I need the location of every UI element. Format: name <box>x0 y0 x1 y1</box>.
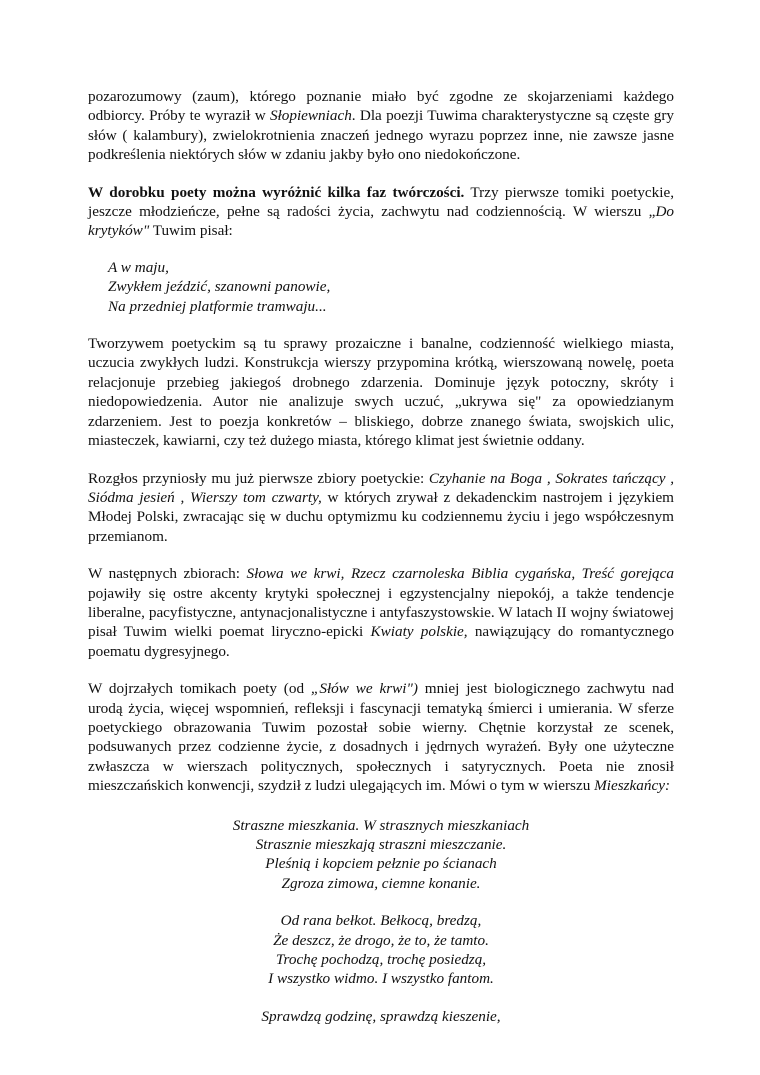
paragraph-next-collections <box>88 564 674 661</box>
paragraph-material: Tworzywem poetyckim są tu sprawy prozaiczne i banalne, codzienność wielkiego miasta, uczucia zwykłych ludzi. Konstrukcja wierszy przypomina krótką, wierszowaną nowelę, poeta relacjonuje przebieg jakiegoś drobnego zdarzenia. Dominuje język potoczny, skróty i niedopowiedzenia. Autor nie analizuje swych uczuć, „ukrywa się" za opowiedzianym zdarzeniem. Jest to poezja konkretów – bliskiego, dobrze znanego świata, swojskich ulic, miasteczek, kawiarni, czy też dużego miasta, którego klimat jest świetnie oddany. <box>88 335 674 450</box>
bold-lead-sentence: W dorobku poety można wyróżnić kilka faz twórczości. <box>88 183 465 201</box>
text: pozarozumowy (zaum), którego poznanie miało być zgodne ze skojarzeniami każdego odbiorcy. Próby te wyraził w <box>88 88 674 125</box>
verse-line: Że deszcz, że drogo, że to, że tamto. <box>273 931 489 949</box>
italic-title: Do krytyków" <box>88 203 674 240</box>
verse-line: Strasznie mieszkają straszni mieszczanie. <box>255 836 507 853</box>
text: . Dla poezji Tuwima charakterystyczne są częste gry słów ( kalambury), zwielokrotnienia znaczeń jednego wyrazu poprzez inne, nie zawsze jasne podkreślenia niektórych słów w zdaniu jakby było ono niedokończone. <box>88 107 674 164</box>
verse-line: Na przedniej platformie tramwaju... <box>108 297 327 315</box>
verse-line: Od rana bełkot. Bełkocą, bredzą, <box>280 912 482 930</box>
verse-line: Straszne mieszkania. W strasznych mieszkaniach <box>232 816 530 834</box>
verse-line: I wszystko widmo. I wszystko fantom. <box>268 970 494 988</box>
paragraph-fame <box>88 469 674 547</box>
verse-quote-mieszkancy <box>88 816 674 1027</box>
paragraph-phases <box>88 183 674 241</box>
verse-line: Trochę pochodzą, trochę posiedzą, <box>275 951 487 969</box>
text: W dojrzałych tomikach poety (od <box>88 680 311 698</box>
stanza <box>88 1007 674 1026</box>
text: pojawiły się ostre akcenty krytyki społecznej i egzystencjalny niepokój, a także tendencje liberalne, pacyfistyczne, antynacjonalistyczne i antyfaszystowskie. W latach II wojny światowej pisał Tuwim wielki poemat liryczno-epicki <box>88 584 674 641</box>
verse-line: A w maju, <box>108 258 169 276</box>
verse-line: Pleśnią i kopciem pełznie po ścianach <box>265 855 497 873</box>
document-body <box>88 87 674 1026</box>
verse-line: Sprawdzą godzinę, sprawdzą kieszenie, <box>261 1007 501 1025</box>
verse-line: Zwykłem jeździć, szanowni panowie, <box>108 278 331 296</box>
paragraph-mature <box>88 679 674 795</box>
text: mniej jest biologicznego zachwytu nad urodą życia, więcej wspomnień, refleksji i fascynacji tematyką śmierci i umierania. W sferze poetyckiego obrazowania Tuwim pozostał sobie wierny. Chętnie korzystał ze scenek, podsuwanych przez codzienne życie, z dosadnych i jędrnych wyrażeń. Były one użyteczne zwłaszcza w wierszach politycznych, społecznych i satyrycznych. Poeta nie znosił mieszczańskich konwencji, szydził z ludzi ulegających im. Mówi o tym w wierszu <box>88 680 674 795</box>
text: Tuwim pisał: <box>149 222 233 240</box>
stanza <box>88 911 674 989</box>
italic-title: Kwiaty polskie, <box>370 623 468 641</box>
stanza <box>88 816 674 894</box>
paragraph-zaum <box>88 87 674 165</box>
verse-quote-do-krytykow <box>88 258 674 316</box>
text: w których zrywał z dekadenckim nastrojem i językiem Młodej Polski, zwracając się w duchu optymizmu ku codziennemu życiu i jego współczesnym przemianom. <box>88 488 674 545</box>
italic-title: Słopiewniach <box>269 107 352 125</box>
italic-title: „Słów we krwi") <box>310 680 418 698</box>
text: W następnych zbiorach: <box>88 565 247 583</box>
italic-title: Mieszkańcy: <box>594 777 671 795</box>
italic-titles: Słowa we krwi, Rzecz czarnoleska Biblia cygańska, Treść gorejąca <box>246 565 674 583</box>
verse-line: Zgroza zimowa, ciemne konanie. <box>281 874 481 892</box>
text: nawiązujący do romantycznego poematu dygresyjnego. <box>88 623 674 660</box>
italic-titles: Czyhanie na Boga , Sokrates tańczący , Siódma jesień , Wierszy tom czwarty, <box>88 469 674 506</box>
text: Trzy pierwsze tomiki poetyckie, jeszcze młodzieńcze, pełne są radości życia, zachwytu nad codziennością. W wierszu „ <box>88 183 674 221</box>
text: Rozgłos przyniosły mu już pierwsze zbiory poetyckie: <box>88 469 429 487</box>
